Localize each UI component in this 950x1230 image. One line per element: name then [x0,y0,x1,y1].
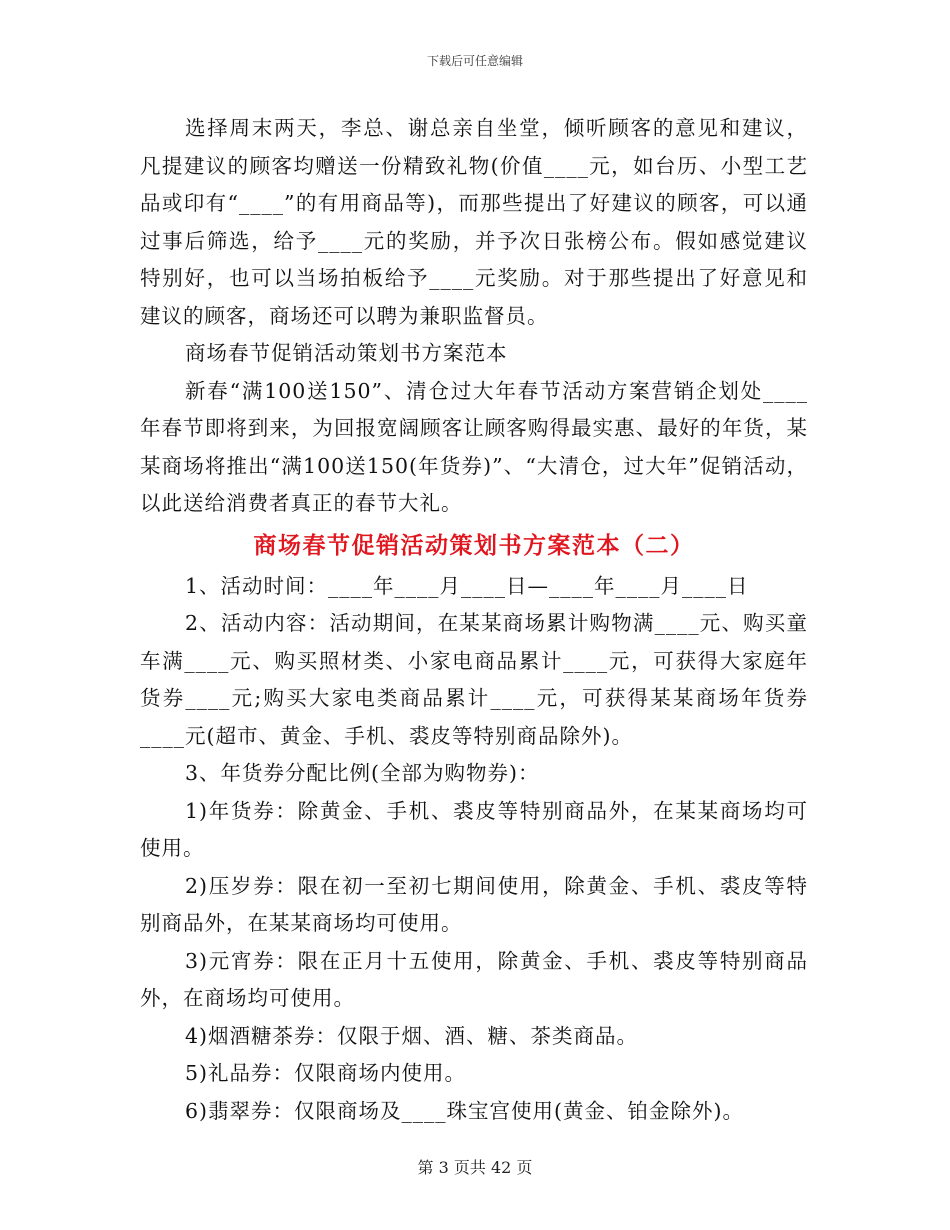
paragraph: 1、活动时间：____年____月____日—____年____月____日 [185,573,749,598]
paragraph: 4)烟酒糖茶券：仅限于烟、酒、糖、茶类商品。 [185,1023,639,1048]
paragraph: 2)压岁券：限在初一至初七期间使用，除黄金、手机、裘皮等特别商品外，在某某商场均可使用。 [140,873,808,935]
paragraph: 5)礼品券：仅限商场内使用。 [185,1061,467,1085]
section-heading: 商场春节促销活动策划书方案范本（二） [253,531,695,559]
paragraph: 1)年货券：除黄金、手机、裘皮等特别商品外，在某某商场均可使用。 [140,798,808,860]
page-header: 下载后可任意编辑 [426,54,523,68]
paragraph: 6)翡翠券：仅限商场及____珠宝宫使用(黄金、铂金除外)。 [185,1098,745,1123]
paragraph: 2、活动内容：活动期间，在某某商场累计购物满____元、购买童车满____元、购买照材类、小家电商品累计____元，可获得大家庭年货券____元;购买大家电类商品累计____元，可获得某某商场年货券____元(超市、黄金、手机、裘皮等特别商品除外)。 [140,611,808,748]
paragraph: 3、年货券分配比例(全部为购物券)： [185,761,540,785]
page-footer: 第 3 页共 42 页 [417,1158,533,1177]
paragraph: 商场春节促销活动策划书方案范本 [185,341,508,365]
paragraph: 新春“满100送150”、清仓过大年春节活动方案营销企划处____年春节即将到来，为回报宽阔顾客让顾客购得最实惠、最好的年货，某某商场将推出“满100送150(年货券)”、“大清仓，过大年”促销活动，以此送给消费者真正的春节大礼。 [140,378,808,515]
document-body [140,110,808,1130]
paragraph: 选择周末两天，李总、谢总亲自坐堂，倾听顾客的意见和建议，凡提建议的顾客均赠送一份精致礼物(价值____元，如台历、小型工艺品或印有“____”的有用商品等)，而那些提出了好建议的顾客，可以通过事后筛选，给予____元的奖励，并予次日张榜公布。假如感觉建议特别好，也可以当场拍板给予____元奖励。对于那些提出了好意见和建议的顾客，商场还可以聘为兼职监督员。 [140,116,808,328]
paragraph: 3)元宵券：限在正月十五使用，除黄金、手机、裘皮等特别商品外，在商场均可使用。 [140,948,808,1010]
